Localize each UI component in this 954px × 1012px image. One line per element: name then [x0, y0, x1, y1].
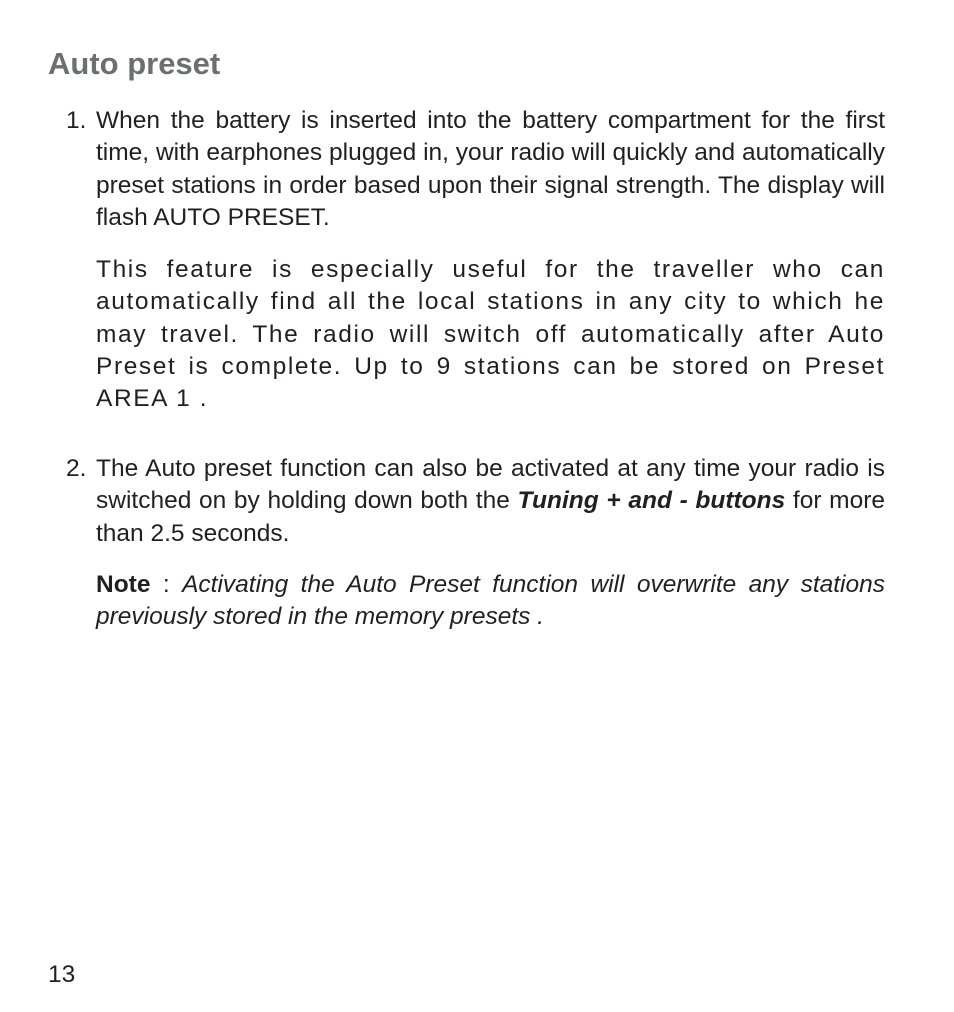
text-after: for more than 2.5 seconds.: [96, 487, 885, 547]
note-text: Activating the Auto Preset function will overwrite any stations previously stored in the memory presets .: [96, 571, 885, 631]
note-paragraph: [96, 569, 885, 634]
section-heading: Auto preset: [48, 46, 221, 81]
page-number: 13: [48, 961, 76, 988]
detail-paragraph: This feature is especially useful for the traveller who can automatically find all the local stations in any city to which he may travel. The radio will switch off automatically after Auto Preset is complete. Up to 9 stations can be stored on Preset AREA 1 .: [96, 256, 885, 413]
list-number: 1.: [66, 107, 87, 134]
list-item-text: When the battery is inserted into the battery compartment for the first time, with earphones plugged in, your radio will quickly and automatically preset stations in order based upon their signal strength. The display will flash AUTO PRESET.: [96, 107, 885, 231]
note-label: Note: [96, 571, 151, 598]
list-item-2: [66, 453, 885, 550]
list-number: 2.: [66, 455, 87, 482]
list-item-1-detail: [96, 254, 885, 415]
note-block: [96, 569, 885, 634]
list-item-1: [66, 105, 885, 234]
text-before: The Auto preset function can also be activated at any time your radio is switched on by holding down both the: [96, 455, 885, 515]
list-item-text: [96, 453, 885, 550]
emphasis-text: Tuning + and - buttons: [517, 487, 786, 515]
note-separator: :: [150, 571, 183, 598]
